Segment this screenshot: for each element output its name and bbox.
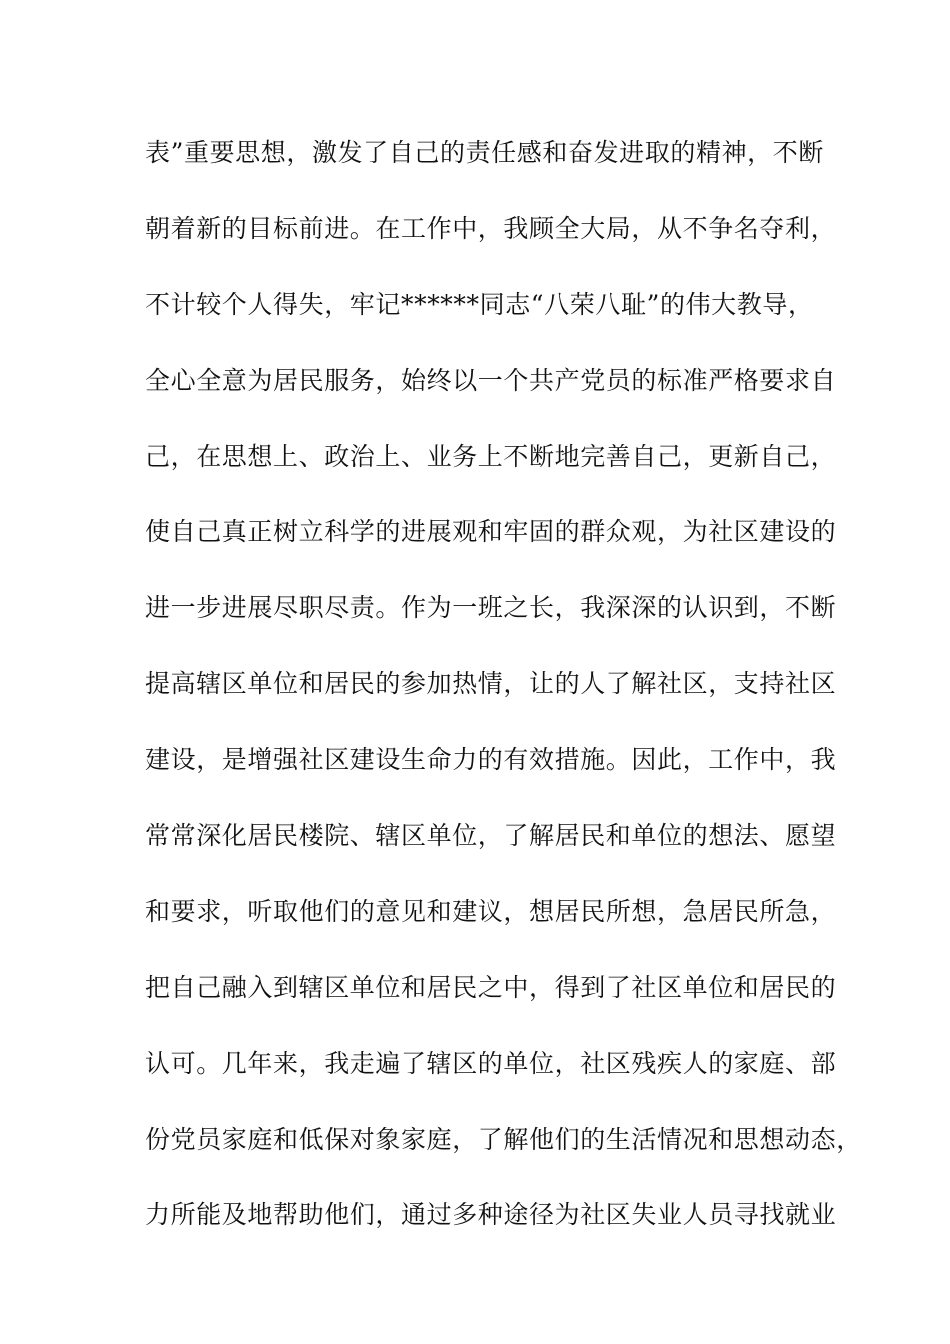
text-line: 己，在思想上、政治上、业务上不断地完善自己，更新自己， — [145, 441, 837, 471]
text-line: 和要求，听取他们的意见和建议，想居民所想，急居民所急， — [145, 896, 837, 926]
text-line: 份党员家庭和低保对象家庭，了解他们的生活情况和思想动态， — [145, 1124, 862, 1154]
text-line: 朝着新的目标前进。在工作中，我顾全大局，从不争名夺利， — [145, 213, 837, 243]
text-line: 不计较个人得失，牢记******同志“八荣八耻”的伟大教导， — [145, 289, 814, 319]
text-line: 表”重要思想，激发了自己的责任感和奋发进取的精神，不断 — [145, 138, 824, 167]
text-line: 提高辖区单位和居民的参加热情，让的人了解社区，支持社区 — [145, 669, 837, 699]
text-line: 全心全意为居民服务，始终以一个共产党员的标准严格要求自 — [145, 365, 837, 395]
text-line: 进一步进展尽职尽责。作为一班之长，我深深的认识到，不断 — [145, 593, 837, 623]
text-line: 认可。几年来，我走遍了辖区的单位，社区残疾人的家庭、部 — [145, 1048, 837, 1078]
text-line: 建设，是增强社区建设生命力的有效措施。因此，工作中，我 — [145, 745, 837, 775]
text-line: 常常深化居民楼院、辖区单位，了解居民和单位的想法、愿望 — [145, 821, 837, 851]
text-line: 把自己融入到辖区单位和居民之中，得到了社区单位和居民的 — [145, 972, 837, 1002]
body-text — [145, 126, 862, 1264]
text-line: 使自己真正树立科学的进展观和牢固的群众观，为社区建设的 — [145, 517, 837, 547]
text-line: 力所能及地帮助他们，通过多种途径为社区失业人员寻找就业 — [145, 1200, 837, 1230]
